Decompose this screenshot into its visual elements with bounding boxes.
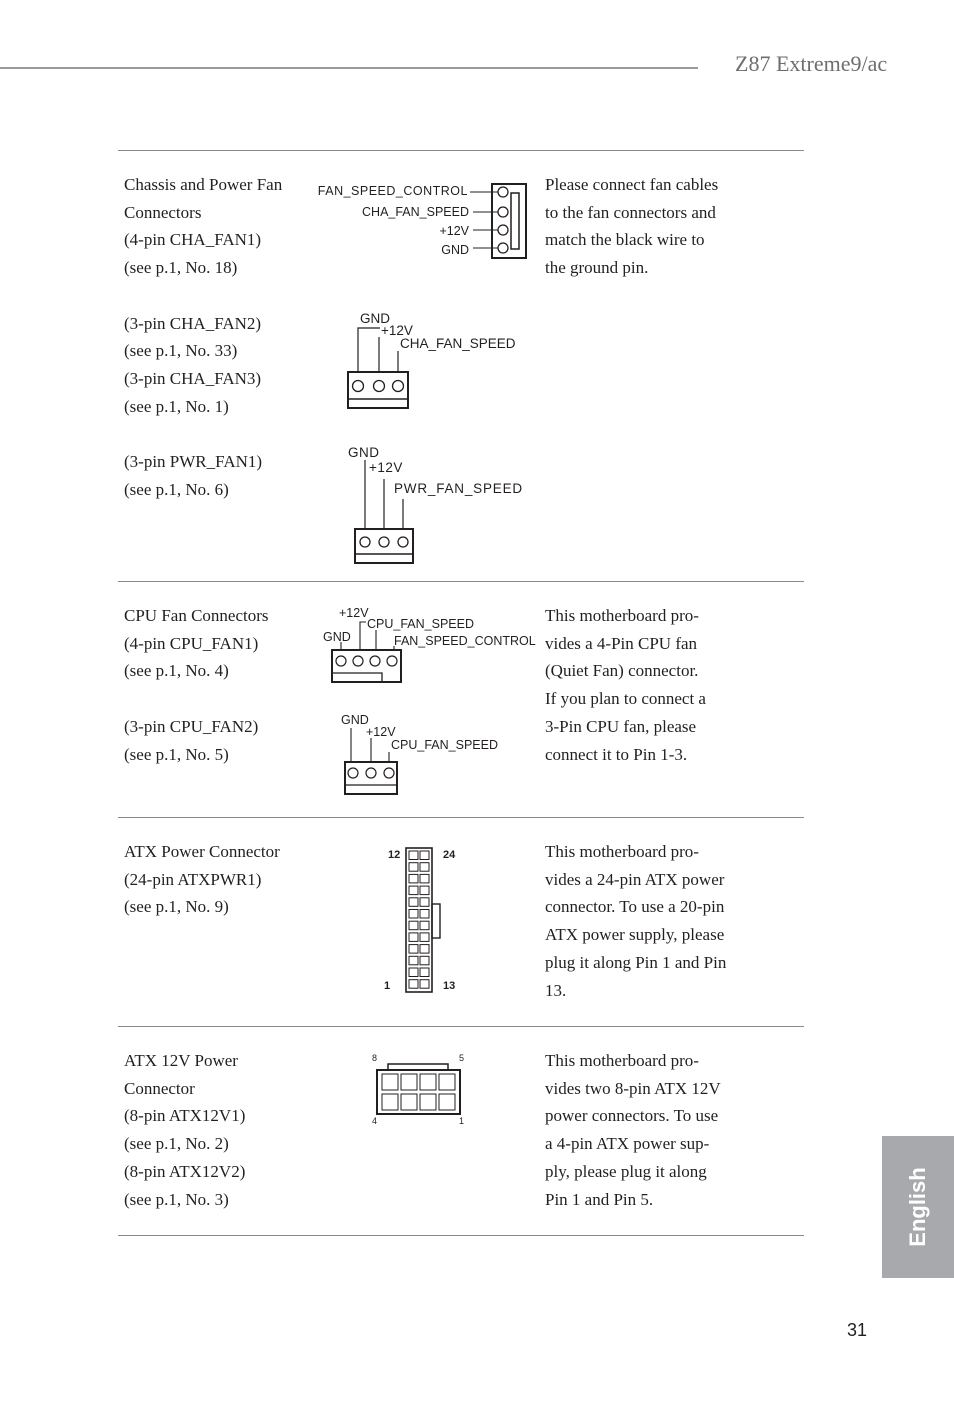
atx-24pin-diagram <box>370 842 480 1002</box>
connector-pin <box>409 968 418 977</box>
cha-fan-speed-label: CHA_FAN_SPEED <box>400 336 516 351</box>
text-line: (see p.1, No. 2) <box>124 1134 229 1154</box>
connector-pin <box>409 980 418 989</box>
language-tab-label: English <box>905 1167 930 1247</box>
text-line: ply, please plug it along <box>545 1161 707 1181</box>
pin-13-label: 13 <box>443 980 456 992</box>
language-tab <box>882 1136 954 1278</box>
text-line: 3-Pin CPU fan, please <box>545 716 697 736</box>
v12-label: +12V <box>369 460 403 475</box>
text-line: match the black wire to <box>545 230 705 250</box>
text-line: (3-pin CHA_FAN3) <box>124 368 262 388</box>
connector-pin <box>420 898 429 907</box>
text-line: CPU Fan Connectors <box>124 606 269 625</box>
connector-pin <box>420 910 429 919</box>
cpu-fan1-diagram <box>320 600 540 688</box>
connector-pin <box>420 980 429 989</box>
text-line: (see p.1, No. 9) <box>124 897 229 917</box>
text-line: (3-pin PWR_FAN1) <box>124 452 263 472</box>
pwr-fan1-diagram <box>340 443 540 568</box>
connector-pin <box>409 910 418 919</box>
cpu-fan-description <box>124 602 269 768</box>
cpu-fan2-diagram <box>335 710 535 800</box>
fan-speed-control-label: FAN_SPEED_CONTROL <box>394 634 536 648</box>
connector-pin <box>382 1094 398 1110</box>
connector-pin <box>420 851 429 860</box>
page-number: 31 <box>847 1320 868 1340</box>
connector-pin <box>420 968 429 977</box>
text-line: (8-pin ATX12V2) <box>124 1161 246 1181</box>
text-line: (see p.1, No. 5) <box>124 744 229 764</box>
text-line: This motherboard pro- <box>545 1051 699 1070</box>
gnd-label: GND <box>360 311 390 326</box>
text-line: (see p.1, No. 3) <box>124 1189 229 1209</box>
text-line: (4-pin CHA_FAN1) <box>124 230 262 250</box>
fan-connectors-description <box>124 171 282 503</box>
atx12v-description <box>124 1047 245 1213</box>
v12-label: +12V <box>366 725 396 739</box>
connector-pin <box>409 863 418 872</box>
connector-pin <box>409 933 418 942</box>
atx12v-note <box>545 1047 721 1213</box>
connector-pin <box>409 945 418 954</box>
text-line: (see p.1, No. 4) <box>124 661 229 681</box>
gnd-label: GND <box>341 713 369 727</box>
connector-pin <box>420 921 429 930</box>
cpu-fan-speed-label: CPU_FAN_SPEED <box>367 617 474 631</box>
connector-pin <box>439 1074 455 1090</box>
pin-8-label: 8 <box>372 1053 378 1063</box>
connector-pin <box>382 1074 398 1090</box>
model-title: Z87 Extreme9/ac <box>735 51 888 76</box>
v12-label: +12V <box>381 323 413 338</box>
text-line: (3-pin CHA_FAN2) <box>124 313 262 333</box>
connector-pin <box>420 874 429 883</box>
connector-pin <box>420 863 429 872</box>
text-line: (see p.1, No. 18) <box>124 258 238 278</box>
text-line: vides two 8-pin ATX 12V <box>545 1078 721 1098</box>
text-line: 13. <box>545 980 567 1000</box>
connector-pin <box>420 1074 436 1090</box>
text-line: (see p.1, No. 1) <box>124 396 229 416</box>
text-line: If you plan to connect a <box>545 689 706 709</box>
gnd-label: GND <box>441 243 469 257</box>
connector-pin <box>420 933 429 942</box>
section-divider <box>118 817 804 818</box>
text-line: the ground pin. <box>545 258 649 278</box>
connector-pin <box>420 886 429 895</box>
connector-pin <box>420 1094 436 1110</box>
atx-pin-grid <box>409 851 429 988</box>
text-line: power connectors. To use <box>545 1106 719 1126</box>
text-line: vides a 4-Pin CPU fan <box>545 633 698 653</box>
fan-connectors-note <box>545 171 718 282</box>
text-line: ATX power supply, please <box>545 925 725 945</box>
pin-1-label: 1 <box>384 980 391 992</box>
atx12v-8pin-diagram <box>366 1048 476 1130</box>
atx12v-pin-grid <box>382 1074 455 1110</box>
connector-pin <box>409 921 418 930</box>
text-line: to the fan connectors and <box>545 202 716 222</box>
text-line: connect it to Pin 1-3. <box>545 744 688 764</box>
pin-12-label: 12 <box>388 849 401 861</box>
pwr-fan-speed-label: PWR_FAN_SPEED <box>394 481 523 496</box>
v12-label: +12V <box>339 606 369 620</box>
atx-power-note <box>545 838 726 1004</box>
text-line: This motherboard pro- <box>545 842 699 861</box>
connector-pin <box>409 851 418 860</box>
pin-4-label: 4 <box>372 1116 378 1126</box>
text-line: Connector <box>124 1078 195 1098</box>
text-line: ATX 12V Power <box>124 1051 238 1070</box>
text-line: (3-pin CPU_FAN2) <box>124 716 259 736</box>
text-line: (see p.1, No. 33) <box>124 341 238 361</box>
cha-fan1-diagram <box>318 176 533 266</box>
section-divider <box>118 1026 804 1027</box>
text-line: Please connect fan cables <box>545 175 719 194</box>
connector-pin <box>420 945 429 954</box>
text-line: This motherboard pro- <box>545 606 699 625</box>
section-divider <box>118 581 804 582</box>
section-divider <box>118 1235 804 1236</box>
text-line: (see p.1, No. 6) <box>124 479 229 499</box>
text-line: ATX Power Connector <box>124 842 280 861</box>
connector-pin <box>401 1074 417 1090</box>
connector-pin <box>409 956 418 965</box>
gnd-label: GND <box>348 445 380 460</box>
text-line: (8-pin ATX12V1) <box>124 1106 246 1126</box>
cha-fan23-diagram <box>340 306 540 414</box>
text-line: (4-pin CPU_FAN1) <box>124 633 259 653</box>
v12-label: +12V <box>439 224 469 238</box>
text-line: (Quiet Fan) connector. <box>545 661 699 681</box>
fan-speed-control-label: FAN_SPEED_CONTROL <box>317 184 468 198</box>
text-line: Pin 1 and Pin 5. <box>545 1189 654 1209</box>
text-line <box>124 282 282 310</box>
text-line: plug it along Pin 1 and Pin <box>545 952 727 972</box>
text-line: (24-pin ATXPWR1) <box>124 869 262 889</box>
atx-power-description <box>124 838 280 921</box>
text-line: Connectors <box>124 202 202 222</box>
pin-1-label: 1 <box>459 1116 465 1126</box>
cha-fan-speed-label: CHA_FAN_SPEED <box>362 205 469 219</box>
cpu-fan-speed-label: CPU_FAN_SPEED <box>391 738 498 752</box>
header-rule <box>0 67 698 69</box>
connector-pin <box>420 956 429 965</box>
connector-pin <box>401 1094 417 1110</box>
text-line: Chassis and Power Fan <box>124 175 283 194</box>
connector-pin <box>409 886 418 895</box>
gnd-label: GND <box>323 630 351 644</box>
text-line: a 4-pin ATX power sup- <box>545 1134 710 1154</box>
connector-pin <box>409 898 418 907</box>
connector-pin <box>409 874 418 883</box>
text-line: vides a 24-pin ATX power <box>545 869 725 889</box>
section-divider <box>118 150 804 151</box>
connector-pin <box>439 1094 455 1110</box>
pin-5-label: 5 <box>459 1053 465 1063</box>
text-line: connector. To use a 20-pin <box>545 897 725 917</box>
text-line <box>124 420 282 448</box>
text-line <box>124 685 269 713</box>
pin-24-label: 24 <box>443 849 456 861</box>
cpu-fan-note <box>545 602 706 768</box>
